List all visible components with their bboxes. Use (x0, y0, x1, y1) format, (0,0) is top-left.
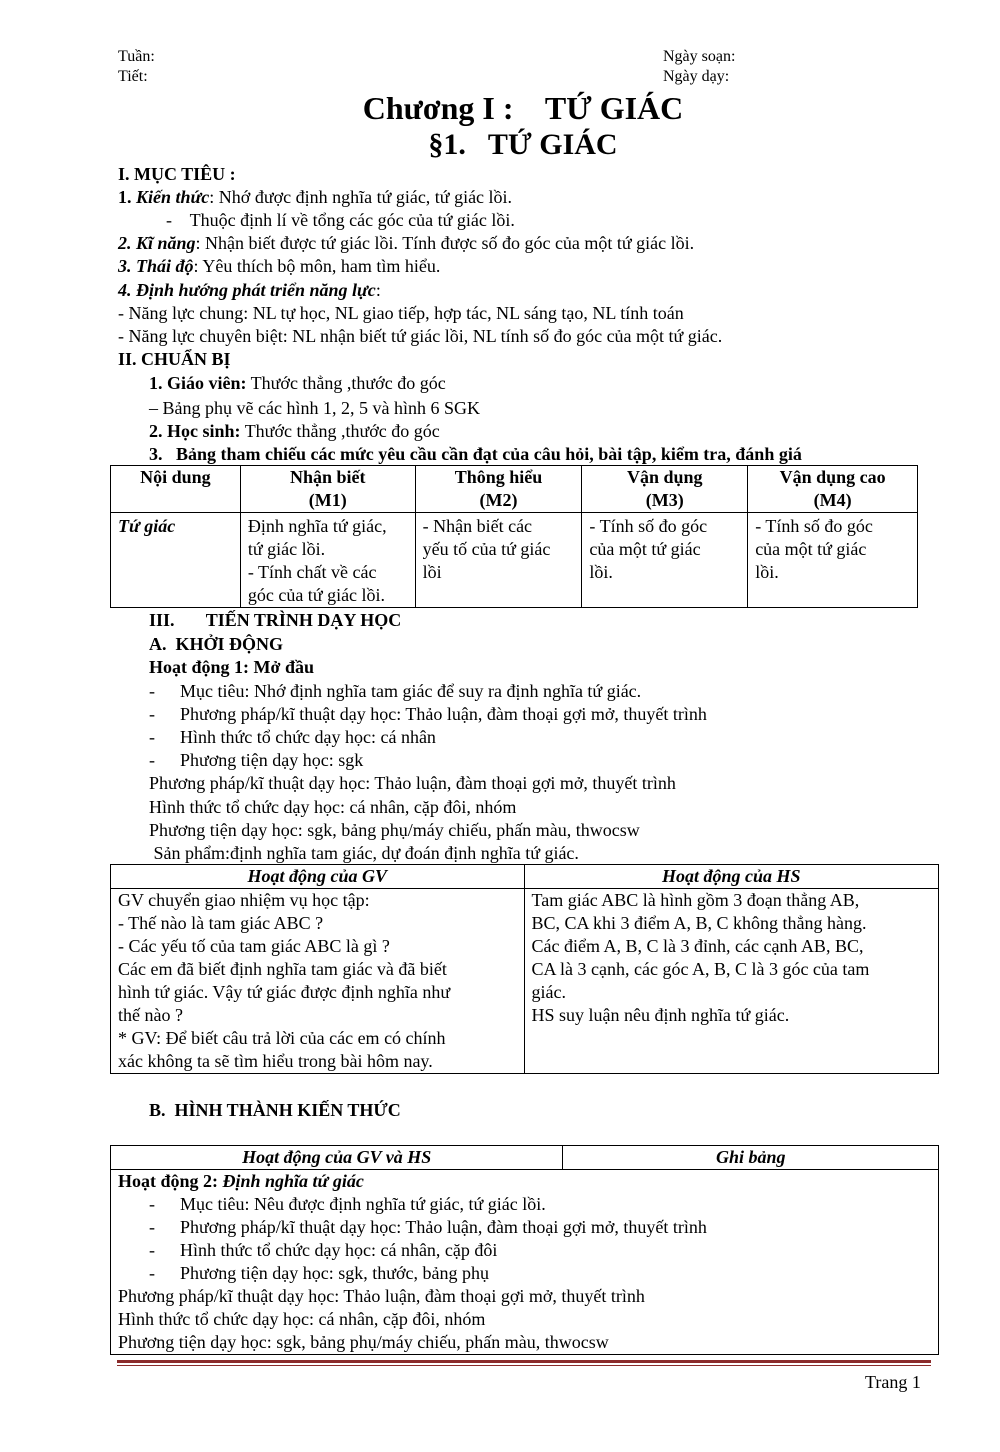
list-item: - Phương tiện dạy học: sgk (149, 750, 364, 770)
cell-content: Tứ giác (111, 513, 241, 608)
skills-line (118, 232, 694, 255)
header-content: Nội dung (111, 466, 241, 513)
activity1-header-row (111, 865, 939, 889)
process-heading: III. TIẾN TRÌNH DẠY HỌC (149, 610, 402, 630)
activity1-title: Hoạt động 1: Mở đầu (149, 657, 314, 677)
footer-rule-thin (117, 1365, 931, 1366)
activity2-content-cell: Hoạt động 2: Định nghĩa tứ giác - Mục tiêu: Nêu được định nghĩa tứ giác, tứ giác lồi. - Phương pháp/kĩ thuật dạy học: Thảo luận, đàm thoại gợi mở, thuyết trình - Hình thức tổ chức dạy học: cá nhân, cặp đôi - Phương tiện dạy học: sgk, thước, bảng phụ Phương pháp/kĩ thuật dạy học: Thảo luận, đàm thoại gợi mở, thuyết trình Hình thức tổ chức dạy học: cá nhân, cặp đôi, nhóm Phương tiện dạy học: sgk, bảng phụ/máy chiếu, phấn màu, thwocsw (111, 1170, 939, 1355)
cell-m3: - Tính số đo góc của một tứ giác lồi. (582, 513, 748, 608)
col-board-header: Ghi bảng (563, 1146, 939, 1170)
student-prep-text: Thước thẳng ,thước đo góc (240, 421, 440, 441)
list-item: - Phương pháp/kĩ thuật dạy học: Thảo luận, đàm thoại gợi mở, thuyết trình (149, 1217, 707, 1237)
activity1-product: Sản phẩm:định nghĩa tam giác, dự đoán định nghĩa tứ giác. (149, 843, 579, 863)
knowledge-line (118, 186, 512, 209)
teacher-prep-label: 1. Giáo viên: (149, 373, 247, 393)
warmup-heading: A. KHỞI ĐỘNG (149, 634, 284, 654)
table-row (111, 889, 939, 1074)
reference-table-header-row (111, 466, 918, 513)
teach-date-label: Ngày dạy: (663, 68, 730, 85)
student-prep-label: 2. Học sinh: (149, 421, 241, 441)
preparation-heading: II. CHUẨN BỊ (118, 349, 231, 369)
activity1-table (110, 864, 939, 1074)
teacher-prep-text: Thước thẳng ,thước đo góc (246, 373, 446, 393)
header-m1: Nhận biết (M1) (240, 466, 415, 513)
cell-m2: - Nhận biết các yếu tố của tứ giác lồi (415, 513, 582, 608)
knowledge-text: : Nhớ được định nghĩa tứ giác, tứ giác lồi. (209, 187, 513, 207)
student-prep-line (149, 420, 440, 443)
activity2-header-row (111, 1146, 939, 1170)
skills-label: 2. Kĩ năng (118, 233, 196, 253)
col-teacher-header: Hoạt động của GV (111, 865, 525, 889)
board-prep: – Bảng phụ vẽ các hình 1, 2, 5 và hình 6 SGK (149, 398, 480, 418)
student-activity-cell: Tam giác ABC là hình gồm 3 đoạn thẳng AB, BC, CA khi 3 điểm A, B, C không thẳng hàng. Các điểm A, B, C là 3 đỉnh, các cạnh AB, BC, CA là 3 cạnh, các góc A, B, C là 3 góc của tam giác. HS suy luận nêu định nghĩa tứ giác. (524, 889, 939, 1074)
competency-text: : (375, 280, 381, 300)
list-item: - Phương pháp/kĩ thuật dạy học: Thảo luận, đàm thoại gợi mở, thuyết trình (149, 704, 707, 724)
general-competency: - Năng lực chung: NL tự học, NL giao tiếp, hợp tác, NL sáng tạo, NL tính toán (118, 303, 684, 323)
teacher-prep-line (149, 372, 446, 395)
knowledge-label: Kiến thức (136, 187, 210, 207)
footer-rule-thick (117, 1360, 931, 1363)
col-student-header: Hoạt động của HS (524, 865, 939, 889)
activity1-means: Phương tiện dạy học: sgk, bảng phụ/máy chiếu, phấn màu, thwocsw (149, 820, 640, 840)
list-item: - Phương tiện dạy học: sgk, thước, bảng phụ (149, 1263, 490, 1283)
list-item: - Hình thức tổ chức dạy học: cá nhân, cặp đôi (149, 1240, 498, 1260)
prep-date-label: Ngày soạn: (663, 48, 736, 65)
competency-line (118, 279, 381, 302)
skills-text: : Nhận biết được tứ giác lồi. Tính được số đo góc của một tứ giác lồi. (195, 233, 695, 253)
list-item: - Mục tiêu: Nêu được định nghĩa tứ giác, tứ giác lồi. (149, 1194, 546, 1214)
cell-m4: - Tính số đo góc của một tứ giác lồi. (748, 513, 918, 608)
table-row (111, 1170, 939, 1355)
table-row (111, 513, 918, 608)
activity2-table (110, 1145, 939, 1355)
teacher-activity-cell: GV chuyển giao nhiệm vụ học tập: - Thế nào là tam giác ABC ? - Các yếu tố của tam giác ABC là gì ? Các em đã biết định nghĩa tam giác và đã biết hình tứ giác. Vậy tứ giác được định nghĩa như thế nào ? * GV: Để biết câu trả lời của các em có chính xác không ta sẽ tìm hiểu trong bài hôm nay. (111, 889, 525, 1074)
list-item: - Mục tiêu: Nhớ định nghĩa tam giác để suy ra định nghĩa tứ giác. (149, 681, 642, 701)
specific-competency: - Năng lực chuyên biệt: NL nhận biết tứ giác lồi, NL tính số đo góc của một tứ giác. (118, 326, 723, 346)
cell-m1: Định nghĩa tứ giác, tứ giác lồi. - Tính chất về các góc của tứ giác lồi. (240, 513, 415, 608)
list-item: - Hình thức tổ chức dạy học: cá nhân (149, 727, 436, 747)
lesson-title: §1. TỨ GIÁC (428, 128, 618, 161)
activity1-method: Phương pháp/kĩ thuật dạy học: Thảo luận, đàm thoại gợi mở, thuyết trình (149, 773, 676, 793)
header-m3: Vận dụng (M3) (582, 466, 748, 513)
knowledge-sub: - Thuộc định lí về tổng các góc của tứ giác lồi. (166, 210, 515, 230)
col-activity-header: Hoạt động của GV và HS (111, 1146, 563, 1170)
knowledge-formation-heading: B. HÌNH THÀNH KIẾN THỨC (149, 1100, 401, 1120)
attitude-line (118, 255, 440, 278)
period-label: Tiết: (118, 68, 148, 85)
knowledge-num: 1. (118, 187, 136, 207)
activity1-form: Hình thức tổ chức dạy học: cá nhân, cặp đôi, nhóm (149, 797, 517, 817)
header-m2: Thông hiểu (M2) (415, 466, 582, 513)
header-m4: Vận dụng cao (M4) (748, 466, 918, 513)
reference-table-heading: 3. Bảng tham chiếu các mức yêu cầu cần đạt của câu hỏi, bài tập, kiểm tra, đánh giá (149, 444, 802, 464)
competency-label: 4. Định hướng phát triển năng lực (118, 280, 376, 300)
reference-table (110, 465, 918, 608)
objectives-heading: I. MỤC TIÊU : (118, 164, 236, 184)
chapter-title: Chương I : TỨ GIÁC (362, 90, 684, 126)
activity2-title: Hoạt động 2: Định nghĩa tứ giác (118, 1171, 364, 1191)
page-number: Trang 1 (865, 1372, 921, 1392)
week-label: Tuần: (118, 48, 155, 65)
attitude-label: 3. Thái độ (118, 256, 194, 276)
attitude-text: : Yêu thích bộ môn, ham tìm hiểu. (193, 256, 441, 276)
